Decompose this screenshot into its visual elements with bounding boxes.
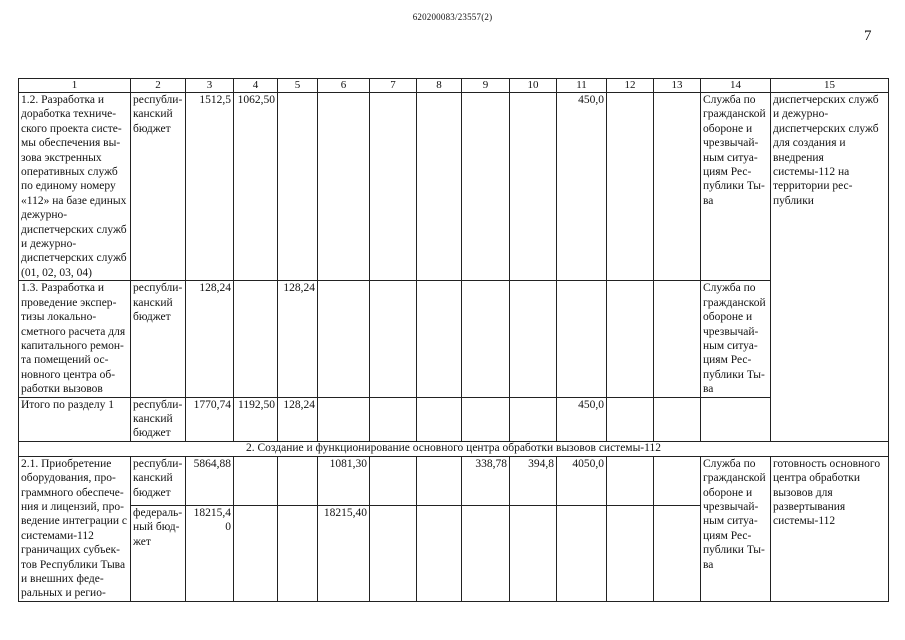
empty-cell [654,397,701,441]
empty-cell [654,506,701,602]
amount-cell: 1770,74 [186,397,234,441]
col-num: 9 [462,79,510,93]
col-num: 6 [318,79,370,93]
funding-source-cell: республиканский бюджет [131,456,186,505]
empty-cell [417,93,462,281]
activity-cell: 1.2. Разработка и доработка технического проекта системы обеспечения вызова экстренных оперативных служб по единому номеру «112» на базе единых дежурно-диспетчерских служб и дежурно-диспетчерских служб (01, 02, 03, 04) [19,93,131,281]
amount-cell: 394,8 [510,456,557,505]
empty-cell [607,93,654,281]
amount-cell: 338,78 [462,456,510,505]
section-header-row [19,441,889,456]
col-num: 4 [234,79,278,93]
table-row [19,281,889,397]
activity-cell: Итого по разделу 1 [19,397,131,441]
empty-cell [462,281,510,397]
table-row [19,456,889,505]
amount-cell: 450,0 [557,397,607,441]
table-row [19,93,889,281]
empty-cell [510,397,557,441]
col-num: 8 [417,79,462,93]
col-num: 1 [19,79,131,93]
empty-cell [557,281,607,397]
col-num: 13 [654,79,701,93]
empty-cell [654,93,701,281]
empty-cell [462,506,510,602]
total-row [19,397,889,441]
result-cell: диспетчерских служб и дежурно-диспетчерских служб для создания и внедрения системы-112 на территории республики [771,93,889,442]
empty-cell [370,506,417,602]
empty-cell [417,281,462,397]
empty-cell [462,93,510,281]
amount-cell: 4050,0 [557,456,607,505]
executor-cell: Служба по гражданской обороне и чрезвычайным ситуациям Республики Тыва [701,456,771,601]
empty-cell [654,456,701,505]
empty-cell [278,93,318,281]
empty-cell [510,281,557,397]
amount-cell: 128,24 [278,281,318,397]
empty-cell [510,506,557,602]
amount-cell: 1192,50 [234,397,278,441]
executor-cell: Служба по гражданской обороне и чрезвычайным ситуациям Республики Тыва [701,281,771,397]
col-num: 12 [607,79,654,93]
activity-cell: 2.1. Приобретение оборудования, программного обеспечения и лицензий, проведение интеграции с системами-112 граничащих субъектов Республики Тыва и внешних федеральных и регио- [19,456,131,601]
col-num: 2 [131,79,186,93]
executor-cell: Служба по гражданской обороне и чрезвычайным ситуациям Республики Тыва [701,93,771,281]
col-num: 10 [510,79,557,93]
program-table [18,78,889,602]
empty-cell [234,456,278,505]
empty-cell [462,397,510,441]
empty-cell [318,93,370,281]
empty-cell [557,506,607,602]
col-num: 7 [370,79,417,93]
activity-cell: 1.3. Разработка и проведение экспертизы локально-сметного расчета для капитального ремонта помещений основного центра обработки вызовов [19,281,131,397]
col-num: 11 [557,79,607,93]
section-title: 2. Создание и функционирование основного центра обработки вызовов системы-112 [19,441,889,456]
empty-cell [318,397,370,441]
empty-cell [370,397,417,441]
amount-cell: 450,0 [557,93,607,281]
amount-cell: 1062,50 [234,93,278,281]
empty-cell [278,456,318,505]
empty-cell [370,93,417,281]
empty-cell [607,281,654,397]
amount-cell: 18215,40 [186,506,234,602]
empty-cell [417,397,462,441]
empty-cell [318,281,370,397]
column-number-row [19,79,889,93]
funding-source-cell: республиканский бюджет [131,397,186,441]
empty-cell [701,397,771,441]
empty-cell [370,281,417,397]
document-id: 620200083/23557(2) [412,12,493,22]
amount-cell: 1081,30 [318,456,370,505]
col-num: 3 [186,79,234,93]
result-cell: готовность основного центра обработки вызовов для развертывания системы-112 [771,456,889,601]
amount-cell: 5864,88 [186,456,234,505]
empty-cell [417,506,462,602]
amount-cell: 1512,5 [186,93,234,281]
empty-cell [607,456,654,505]
funding-source-cell: республиканский бюджет [131,93,186,281]
empty-cell [370,456,417,505]
col-num: 15 [771,79,889,93]
amount-cell: 128,24 [278,397,318,441]
empty-cell [234,506,278,602]
empty-cell [654,281,701,397]
funding-source-cell: федеральный бюджет [131,506,186,602]
funding-source-cell: республиканский бюджет [131,281,186,397]
col-num: 14 [701,79,771,93]
amount-cell: 18215,40 [318,506,370,602]
empty-cell [417,456,462,505]
empty-cell [607,397,654,441]
amount-cell: 128,24 [186,281,234,397]
empty-cell [510,93,557,281]
empty-cell [607,506,654,602]
col-num: 5 [278,79,318,93]
empty-cell [278,506,318,602]
empty-cell [234,281,278,397]
page-number: 7 [864,28,872,44]
